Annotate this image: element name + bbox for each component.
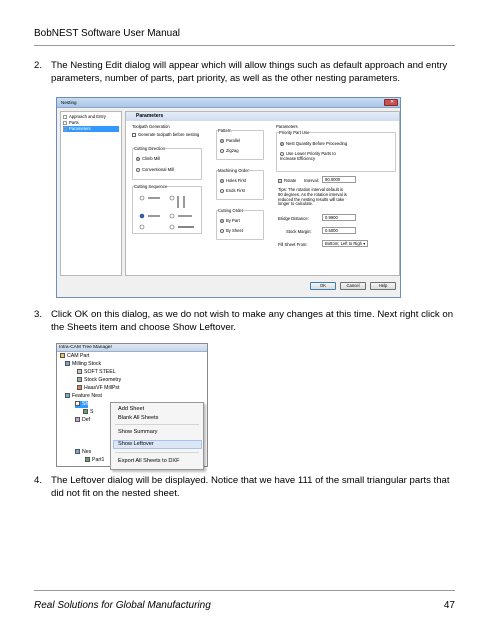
tree-item-cam-part[interactable]: CAM Part [60, 353, 89, 360]
step-3 [34, 309, 455, 334]
interval-input[interactable]: 90.0000 [322, 176, 356, 183]
generate-toolpath-checkbox[interactable]: Generate toolpath before nesting [132, 132, 199, 137]
machining-order-label: Machining Order [218, 168, 249, 173]
radio-icon [280, 142, 284, 146]
radio-icon [220, 149, 224, 153]
bridge-distance-input[interactable]: 0.9900 [322, 214, 356, 221]
menu-item-add-sheet[interactable]: Add Sheet [118, 406, 145, 412]
part-icon [85, 457, 90, 462]
tree-item-sheet[interactable]: S [83, 409, 93, 416]
page-number: 47 [443, 600, 455, 611]
checkbox-icon [132, 133, 136, 137]
climb-mill-radio[interactable]: Climb Mill [136, 156, 160, 161]
post-processor-icon [77, 385, 82, 390]
fill-sheet-select[interactable]: Bottom; Left to Righ ▾ [322, 240, 368, 247]
cutting-order-group [216, 210, 264, 240]
panel-heading: Parameters [126, 112, 399, 121]
menu-separator [115, 452, 199, 453]
step-2 [34, 60, 455, 85]
tree-item-nes[interactable]: Nes [75, 449, 91, 456]
footer-tagline: Real Solutions for Global Manufacturing [34, 600, 211, 611]
step-text: Click OK on this dialog, as we do not wish to make any changes at this time. Next right click on the Sheets item and choose Show Leftover. [51, 309, 454, 333]
nest-quantity-radio[interactable]: Nest Quantity Before Proceeding [280, 141, 347, 146]
step-number: 4. [34, 475, 43, 486]
pattern-group [216, 130, 264, 160]
step-number: 3. [34, 309, 43, 320]
footer-divider [34, 590, 455, 591]
tree-item-milling-stock[interactable]: Milling Stock [65, 361, 101, 368]
tree-item-soft-steel[interactable]: SOFT STEEL [77, 369, 116, 376]
chevron-down-icon: ▾ [363, 241, 366, 246]
checkbox-icon [278, 179, 282, 183]
tree-node-icon [63, 121, 67, 125]
rotate-checkbox[interactable]: Rotate [278, 178, 296, 183]
help-button[interactable]: Help [370, 282, 396, 290]
nesting-tree [60, 111, 122, 276]
sheets-icon [75, 401, 80, 406]
sheet-icon [83, 409, 88, 414]
by-part-radio[interactable]: By Part [220, 218, 240, 223]
bridge-distance-label: Bridge Distance: [278, 216, 309, 221]
by-sheet-radio[interactable]: By Sheet [220, 228, 243, 233]
priority-part-use-label: Priority Part Use [279, 130, 310, 135]
step-number: 2. [34, 60, 43, 71]
menu-item-export-dxf[interactable]: Export All Sheets to DXF [118, 458, 180, 464]
radio-icon [220, 189, 224, 193]
nesting-dialog-screenshot [56, 97, 401, 298]
stock-margin-label: Stock Margin: [286, 229, 312, 234]
rotation-tip: Tips: The rotation interval default is 90 degrees. As the rotation interval is reduced the nesting results will take longer to calculate. [278, 187, 347, 207]
machining-order-group [216, 170, 264, 200]
menu-separator [115, 424, 199, 425]
tree-item-part1[interactable]: Part1 [85, 457, 104, 464]
tree-node-icon [63, 127, 67, 131]
radio-icon [220, 179, 224, 183]
close-button[interactable] [384, 99, 398, 106]
stock-margin-input[interactable]: 0.5000 [322, 227, 356, 234]
page-header: BobNEST Software User Manual [34, 28, 180, 39]
context-menu [110, 402, 204, 470]
dialog-title: Nesting [57, 98, 400, 108]
definition-icon [75, 417, 80, 422]
cutting-direction-group [132, 148, 202, 180]
use-lower-priority-radio[interactable]: Use Lower Priority Parts to Increase Efficiency [280, 151, 336, 161]
material-icon [77, 369, 82, 374]
ends-first-radio[interactable]: Ends First [220, 188, 245, 193]
step-4 [34, 475, 455, 500]
parameters-group-label: Parameters [276, 124, 298, 129]
tree-item-parameters[interactable]: Parameters [63, 126, 119, 132]
tree-item-parts[interactable]: Parts [63, 120, 119, 126]
ok-button[interactable]: OK [310, 282, 336, 290]
tree-item-haas-post[interactable]: HaasVF MillPst [77, 385, 119, 392]
tree-manager-title: Intra-CAM Tree Manager [57, 344, 207, 352]
radio-icon [136, 168, 140, 172]
stock-icon [65, 361, 70, 366]
header-divider [34, 45, 455, 46]
radio-icon [136, 157, 140, 161]
pattern-label: Pattern [218, 128, 232, 133]
close-icon: ✕ [390, 99, 395, 105]
tree-node-icon [63, 115, 67, 119]
nest-icon [65, 393, 70, 398]
tree-item-stock-geometry[interactable]: Stock Geometry [77, 377, 121, 384]
conventional-mill-radio[interactable]: Conventional Mill [136, 167, 174, 172]
tree-item-feature-nest[interactable]: Feature Nest [65, 393, 102, 400]
cutting-direction-label: Cutting Direction [134, 146, 165, 151]
step-text: The Nesting Edit dialog will appear which will allow things such as default approach and entry parameters, number of parts, part priority, as well as the other nesting parameters. [51, 60, 448, 84]
menu-item-blank-all-sheets[interactable]: Blank All Sheets [118, 415, 159, 421]
cutting-sequence-options-icon[interactable] [138, 194, 198, 232]
tree-item-approach[interactable]: Approach and Entry [63, 114, 119, 120]
toolpath-generation-label: Toolpath Generation [132, 124, 170, 129]
tree-item-def[interactable]: Def [75, 417, 90, 424]
fill-sheet-label: Fill Sheet From: [278, 242, 308, 247]
folder-icon [60, 353, 65, 358]
geometry-icon [77, 377, 82, 382]
menu-item-show-leftover[interactable]: Show Leftover [118, 441, 154, 447]
parameters-panel [125, 111, 400, 276]
interval-label: Interval: [304, 178, 319, 183]
parallel-radio[interactable]: Parallel [220, 138, 240, 143]
step-text: The Leftover dialog will be displayed. Notice that we have 111 of the small triangular parts that did not fit on the nested sheet. [51, 475, 450, 499]
holes-first-radio[interactable]: Holes First [220, 178, 246, 183]
radio-icon [220, 229, 224, 233]
radio-icon [220, 139, 224, 143]
menu-item-show-summary[interactable]: Show Summary [118, 429, 158, 435]
tree-item-sheets[interactable]: Sh [75, 401, 88, 408]
cutting-order-label: Cutting Order [218, 208, 244, 213]
cutting-sequence-label: Cutting Sequence [134, 184, 168, 189]
cancel-button[interactable]: Cancel [340, 282, 366, 290]
nest-icon [75, 449, 80, 454]
radio-icon [220, 219, 224, 223]
zigzag-radio[interactable]: Zigzag [220, 148, 239, 153]
